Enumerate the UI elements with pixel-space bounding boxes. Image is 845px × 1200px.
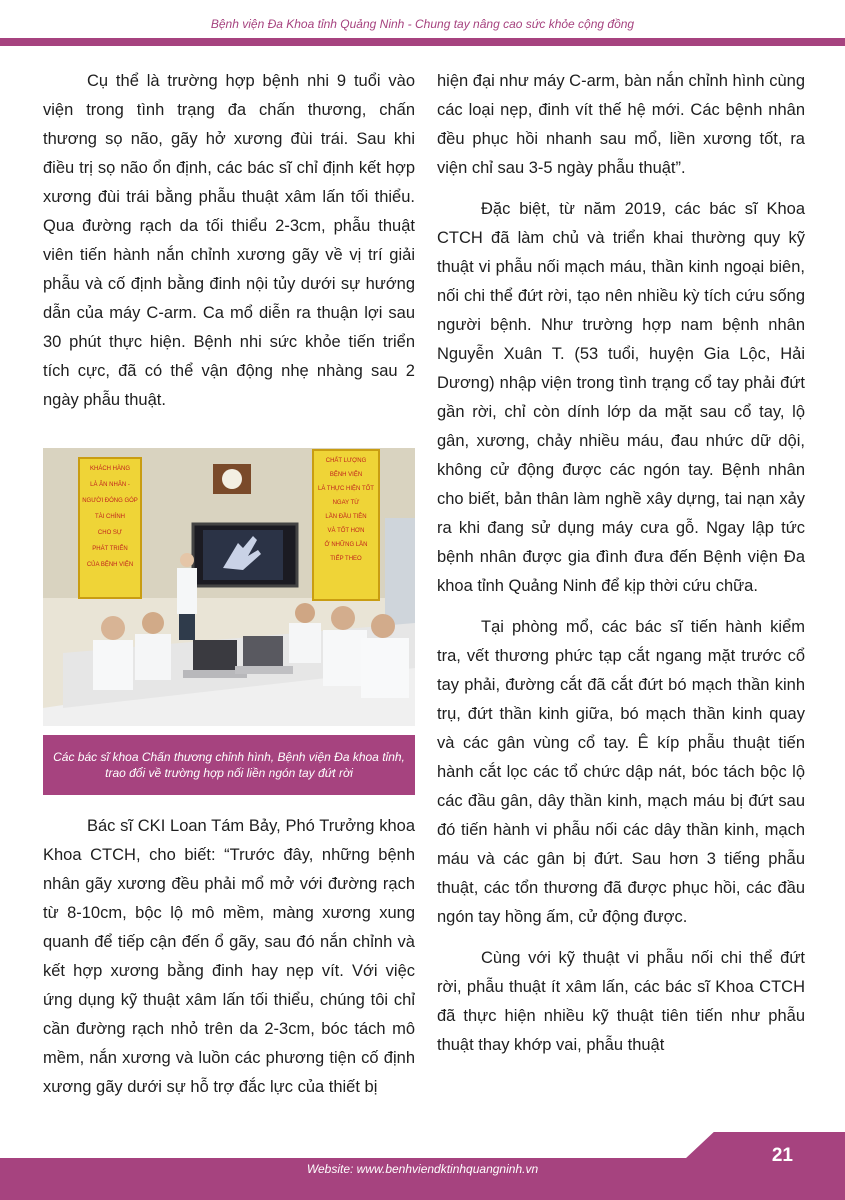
- svg-text:LẦN ĐẦU TIÊN: LẦN ĐẦU TIÊN: [325, 514, 367, 520]
- footer-tab: [685, 1132, 845, 1159]
- svg-text:NGƯỜI ĐÓNG GÓP: NGƯỜI ĐÓNG GÓP: [82, 498, 138, 504]
- page-number: 21: [771, 1145, 793, 1166]
- paragraph: hiện đại như máy C-arm, bàn nắn chỉnh hình cùng các loại nẹp, đinh vít thế hệ mới. Các bệnh nhân đều phục hồi nhanh sau mổ, liền xương tốt, ra viện chỉ sau 3-5 ngày phẫu thuật”.: [437, 72, 805, 177]
- svg-text:NGAY TỪ: NGAY TỪ: [332, 500, 360, 506]
- paragraph: Cùng với kỹ thuật vi phẫu nối chi thể đứt rời, phẫu thuật ít xâm lấn, các bác sĩ Khoa CTCH đã thực hiện nhiều kỹ thuật tiên tiến như phẫu thuật thay khớp vai, phẫu thuật: [437, 949, 805, 1054]
- paragraph: Tại phòng mổ, các bác sĩ tiến hành kiểm tra, vết thương phức tạp cắt ngang mặt trước cổ tay phải, đường cắt đã cắt đứt bó mạch thần kinh trụ, đứt thần kinh giữa, bó mạch thần kinh quay và các gân vùng cổ tay. Ê kíp phẫu thuật tiến hành cắt lọc các tổ chức dập nát, bóc tách bộc lộ các đầu gân, dây thần kinh, mạch máu bị đứt sau đó tiến hành vi phẫu nối các dây thần kinh, mạch máu và các gân bị đứt. Sau hơn 3 tiếng phẫu thuật, các tổn thương đã được phục hồi, các đầu ngón tay hồng ấm, cử động được.: [437, 618, 805, 926]
- left-column-bottom: [43, 812, 415, 1114]
- svg-text:CHO SỰ: CHO SỰ: [97, 530, 123, 536]
- left-column-top: [43, 67, 415, 427]
- svg-text:VÀ TỐT HƠN: VÀ TỐT HƠN: [327, 528, 365, 534]
- svg-text:KHÁCH HÀNG: KHÁCH HÀNG: [89, 466, 131, 472]
- svg-text:TIẾP THEO: TIẾP THEO: [330, 556, 362, 562]
- svg-text:Ở NHỮNG LẦN: Ở NHỮNG LẦN: [324, 542, 368, 548]
- running-header: Bệnh viện Đa Khoa tỉnh Quảng Ninh - Chung tay nâng cao sức khỏe cộng đồng: [210, 17, 635, 31]
- meeting-room-photo: [43, 448, 415, 726]
- svg-text:BỆNH VIỆN: BỆNH VIỆN: [329, 472, 363, 478]
- paragraph: Cụ thể là trường hợp bệnh nhi 9 tuổi vào viện trong tình trạng đa chấn thương, chấn thương sọ não, gãy hở xương đùi trái. Sau khi điều trị sọ não ổn định, các bác sĩ chỉ định kết hợp xương đùi trái bằng phẫu thuật xâm lấn tối thiểu. Qua đường rạch da tối thiểu 2-3cm, phẫu thuật viên tiến hành nắn chỉnh xương gãy về vị trí giải phẫu và cố định bằng đinh nội tủy dưới sự hướng dẫn của máy C-arm. Ca mổ diễn ra thuận lợi sau 30 phút thực hiện. Bệnh nhi sức khỏe tiến triển tích cực, đã có thể vận động nhẹ nhàng sau 2 ngày phẫu thuật.: [43, 72, 415, 409]
- svg-text:CHẤT LƯỢNG: CHẤT LƯỢNG: [325, 458, 367, 464]
- svg-text:LÀ ÂN NHÂN -: LÀ ÂN NHÂN -: [90, 482, 130, 488]
- header-bar: [0, 38, 845, 46]
- paragraph: Bác sĩ CKI Loan Tám Bảy, Phó Trưởng khoa Khoa CTCH, cho biết: “Trước đây, những bệnh nhân gãy xương đều phải mổ mở với đường rạch từ 8-10cm, bộc lộ mô mềm, màng xương xung quanh để tiếp cận đến ổ gãy, sau đó nắn chỉnh và kết hợp xương bằng đinh hay nẹp vít. Với việc ứng dụng kỹ thuật xâm lấn tối thiểu, chúng tôi chỉ cần đường rạch nhỏ trên da 2-3cm, bóc tách mô mềm, nắn xương và luồn các phương tiện cố định xương gãy dưới sự hỗ trợ đắc lực của thiết bị: [43, 817, 415, 1096]
- paragraph: Đặc biệt, từ năm 2019, các bác sĩ Khoa CTCH đã làm chủ và triển khai thường quy kỹ thuật vi phẫu nối mạch máu, thần kinh ngoại biên, nối chi thể đứt rời, tạo nên nhiều kỳ tích cứu sống người bệnh. Như trường hợp nam bệnh nhân Nguyễn Xuân T. (53 tuổi, huyện Gia Lộc, Hải Dương) nhập viện trong tình trạng cổ tay phải đứt gần rời, chỉ còn dính lớp da mặt sau cổ tay, lộ gân, xương, chảy nhiều máu, đau nhức dữ dội, không cử động được các ngón tay. Bệnh nhân cho biết, bản thân làm nghề xây dựng, tai nạn xảy ra khi đang sử dụng máy cưa gỗ. Ngay lập tức bệnh nhân được gia đình đưa đến Bệnh viện Đa khoa tỉnh Quảng Ninh để kịp thời cứu chữa.: [437, 200, 805, 595]
- svg-text:LÀ THỰC HIỆN TỐT: LÀ THỰC HIỆN TỐT: [318, 486, 374, 492]
- footer-website: Website: www.benhviendktinhquangninh.vn: [306, 1162, 539, 1176]
- photo-caption: Các bác sĩ khoa Chấn thương chỉnh hình, Bệnh viện Đa khoa tỉnh, trao đổi về trường hợp nối liền ngón tay đứt rời: [43, 735, 415, 795]
- svg-text:PHÁT TRIỂN: PHÁT TRIỂN: [92, 546, 128, 552]
- article-photo: [43, 448, 415, 726]
- svg-text:TÀI CHÍNH: TÀI CHÍNH: [95, 514, 125, 520]
- svg-text:CỦA BỆNH VIỆN: CỦA BỆNH VIỆN: [86, 562, 134, 568]
- right-column: [437, 67, 805, 1072]
